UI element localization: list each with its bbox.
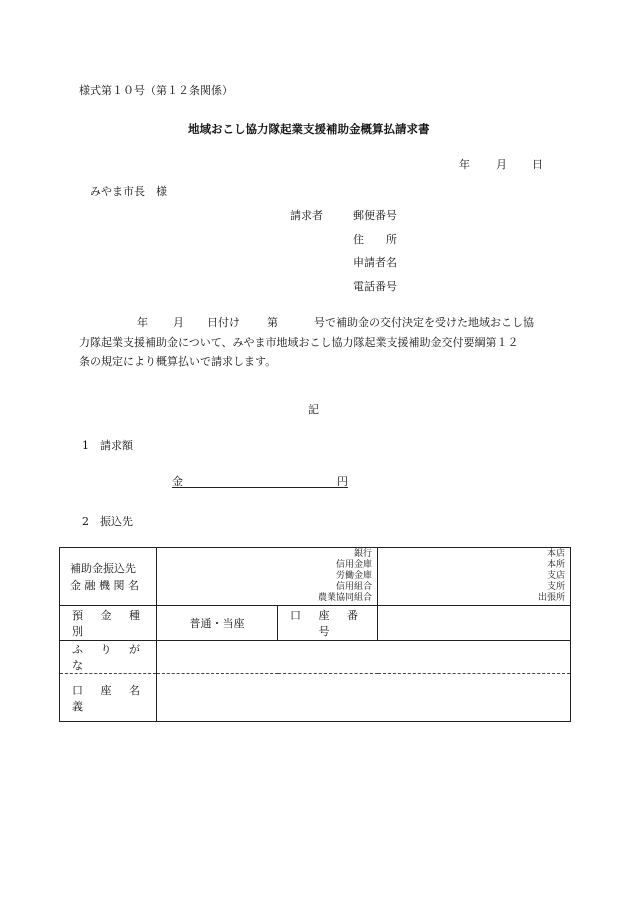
body-line2: 力隊起業支援補助金について、みやま市地域おこし協力隊起業支援補助金交付要綱第１２: [79, 336, 519, 349]
body-year: 年: [137, 316, 148, 329]
account-name-row: [60, 674, 571, 722]
branch-type-item: 本店: [546, 549, 565, 559]
furigana-label: ふ り が な: [60, 641, 157, 674]
address-label: 住 所: [353, 233, 397, 246]
document-title: 地域おこし協力隊起業支援補助金概算払請求書: [188, 122, 430, 136]
deposit-type-value: 普通・当座: [157, 606, 278, 641]
bank-type-list: [318, 549, 372, 604]
bank-type-item: 銀行: [353, 549, 372, 559]
bank-type-item: 農業協同組合: [317, 593, 372, 603]
date-year: 年: [459, 158, 470, 171]
postal-code-label: 郵便番号: [353, 209, 397, 222]
transfer-table: [59, 547, 571, 722]
branch-type-item: 出張所: [537, 593, 565, 603]
form-number: 様式第１０号（第１２条関係）: [79, 84, 233, 97]
body-number-prefix: 第: [267, 316, 278, 329]
deposit-type-label: 預 金 種 別: [60, 606, 157, 641]
bank-type-item: 信用金庫: [335, 560, 372, 570]
section1-label: 1 請求額: [82, 439, 133, 452]
amount-underline: [172, 487, 348, 488]
applicant-name-label: 申請者名: [353, 256, 397, 269]
bank-row: [60, 548, 571, 606]
bank-type-item: 信用組合: [335, 582, 372, 592]
body-month: 月: [173, 316, 184, 329]
amount-kin: 金: [172, 475, 183, 488]
bank-label-line2: 金 融 機 関 名: [70, 578, 139, 592]
deposit-row: [60, 606, 571, 641]
body-day: 日付け: [207, 316, 240, 329]
furigana-value: [157, 641, 571, 674]
bank-name-cell: [157, 548, 378, 606]
amount-yen: 円: [337, 475, 348, 488]
bank-label-line1: 補助金振込先: [70, 561, 136, 575]
branch-type-item: 支所: [546, 582, 565, 592]
account-number-value: [378, 606, 571, 641]
branch-type-list: [538, 549, 565, 604]
ki-heading: 記: [308, 403, 319, 416]
date-month: 月: [496, 158, 507, 171]
body-line3: 条の規定により概算払いで請求します。: [79, 355, 277, 368]
addressee: みやま市長 様: [90, 185, 167, 198]
phone-number-label: 電話番号: [353, 280, 397, 293]
account-number-label: 口 座 番 号: [278, 606, 378, 641]
account-name-label: 口 座 名 義: [60, 674, 157, 722]
bank-label-cell: [60, 548, 157, 606]
body-line1-rest: 号で補助金の交付決定を受けた地域おこし協: [314, 316, 534, 329]
branch-type-item: 本所: [546, 560, 565, 570]
section2-label: 2 振込先: [82, 515, 133, 528]
branch-type-item: 支店: [546, 571, 565, 581]
furigana-row: [60, 641, 571, 674]
bank-type-item: 労働金庫: [335, 571, 372, 581]
account-name-value: [157, 674, 571, 722]
branch-name-cell: [378, 548, 571, 606]
applicant-role-label: 請求者: [290, 209, 323, 222]
date-day: 日: [532, 158, 543, 171]
